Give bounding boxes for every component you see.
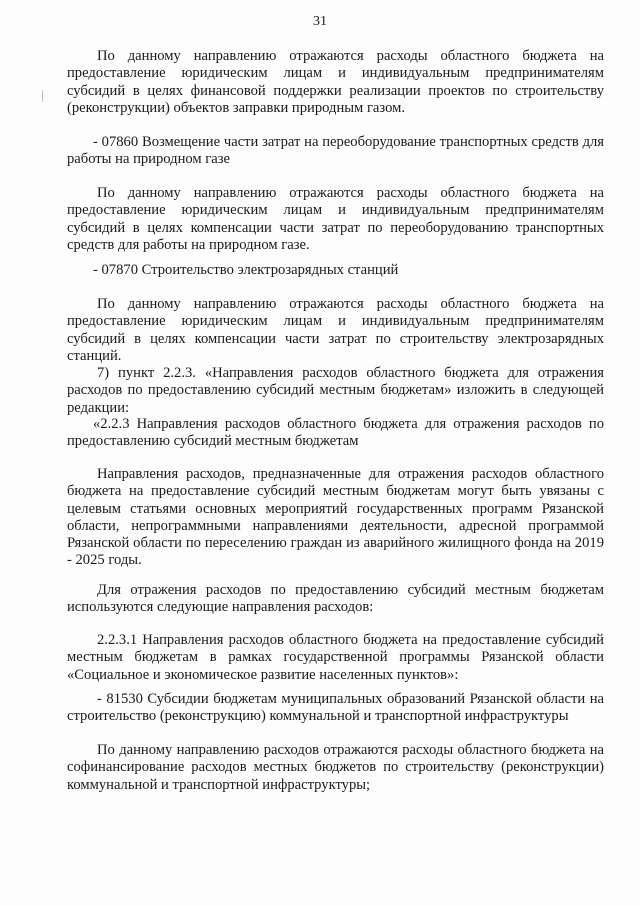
- page-number: 31: [313, 14, 327, 29]
- paragraph-07860-description: По данному направлению отражаются расходы областного бюджета на предоставление юридическим лицам и индивидуальным предпринимателям субсидий в целях компенсации части затрат по переоборудованию транспортных средств для работы на природном газе.: [67, 185, 604, 253]
- paragraph-expense-directions: Направления расходов, предназначенные для отражения расходов областного бюджета на предоставление субсидий местным бюджетам могут быть увязаны с целевым статьями основных мероприятий государственных программ Рязанской области, непрограммными направлениями деятельности, адресной программой Рязанской области по переселению граждан из аварийного жилищного фонда на 2019 - 2025 годы.: [67, 466, 604, 569]
- paragraph-81530-description: По данному направлению расходов отражаются расходы областного бюджета на софинансирование расходов местных бюджетов по строительству (реконструкции) коммунальной и транспортной инфраструктуры;: [67, 742, 604, 793]
- paragraph-code-07860: - 07860 Возмещение части затрат на переоборудование транспортных средств для работы на природном газе: [67, 134, 604, 168]
- paragraph-gas-stations-description: По данному направлению отражаются расходы областного бюджета на предоставление юридическим лицам и индивидуальным предпринимателям субсидий в целях финансовой поддержки реализации проектов по строительству (реконструкции) объектов заправки природным газом.: [67, 48, 604, 116]
- section-heading-2-2-3-1: 2.2.3.1 Направления расходов областного бюджета на предоставление субсидий местным бюджетам в рамках государственной программы Рязанской области «Социальное и экономическое развитие населенных пунктов»:: [67, 632, 604, 683]
- paragraph-used-directions: Для отражения расходов по предоставлению субсидий местным бюджетам используются следующие направления расходов:: [67, 582, 604, 616]
- paragraph-07870-description: По данному направлению отражаются расходы областного бюджета на предоставление юридическим лицам и индивидуальным предпринимателям субсидий в целях компенсации части затрат по строительству электрозарядных станций.: [67, 296, 604, 364]
- scan-artifact: [42, 90, 43, 102]
- paragraph-item-7: 7) пункт 2.2.3. «Направления расходов областного бюджета для отражения расходов по предоставлению субсидий местным бюджетам» изложить в следующей редакции:: [67, 365, 604, 416]
- paragraph-code-07870: - 07870 Строительство электрозарядных станций: [93, 262, 399, 278]
- section-heading-2-2-3: «2.2.3 Направления расходов областного бюджета для отражения расходов по предоставлению субсидий местным бюджетам: [67, 416, 604, 450]
- paragraph-code-81530: - 81530 Субсидии бюджетам муниципальных образований Рязанской области на строительство (реконструкцию) коммунальной и транспортной инфраструктуры: [67, 691, 604, 725]
